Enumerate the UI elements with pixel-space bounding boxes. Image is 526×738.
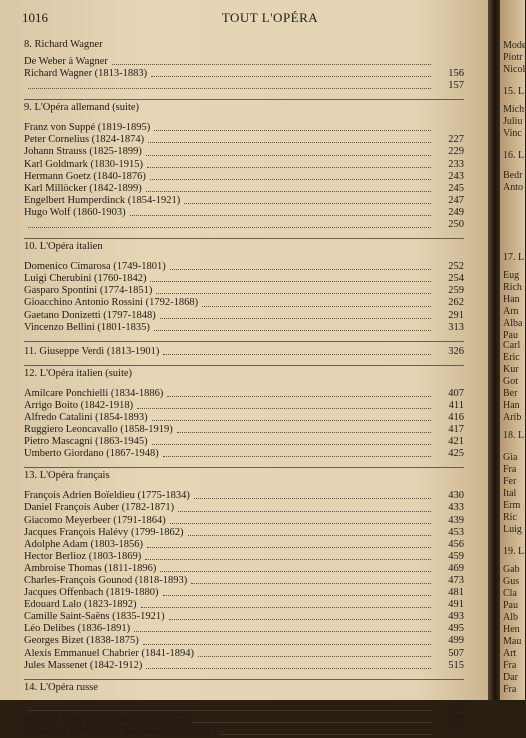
toc-section [24,39,464,92]
right-page-fragment: Pau [503,600,518,611]
right-page-fragment: Vinc [503,128,522,139]
right-page-fragment: Arn [503,306,519,317]
toc-section-title: 13. L'Opéra français [24,470,110,482]
entry-name: Michael Ivanovich Glinka (1804-1857) [24,713,190,725]
dot-leader [170,261,431,270]
toc-entry [24,400,464,412]
page-ref: 491 [448,599,464,611]
page-ref: 515 [448,659,464,671]
dot-leader [146,146,431,155]
entry-name: Georges Bizet (1838-1875) [24,635,139,647]
toc-section-title: 14. L'Opéra russe [24,681,98,693]
toc-entry [24,623,464,635]
entry-name: Alfredo Catalini (1854-1893) [24,411,148,423]
page-number: 1016 [22,10,48,25]
page-ref: 262 [448,297,464,309]
toc-entry [24,412,464,424]
right-page-fragment: Fra [503,684,517,695]
page-ref: 459 [448,550,464,562]
table-of-contents [24,32,464,738]
right-page-fragment: Gab [503,564,520,575]
page-ref: 507 [448,647,464,659]
right-page-fragment: Kur [503,364,519,375]
dot-leader [184,195,431,204]
dot-leader [28,219,431,228]
toc-entry [24,183,464,195]
running-title: TOUT L'OPÉRA [221,10,319,25]
page-ref: 254 [448,273,464,285]
right-page-fragment: Erm [503,500,521,511]
toc-entry [24,527,464,539]
dot-leader [167,388,431,397]
entry-name: Amilcare Ponchielli (1834-1886) [24,387,164,399]
entry-name: Arrigo Boito (1842-1918) [24,399,134,411]
entry-name: Karl Millöcker (1842-1899) [24,182,142,194]
toc-entry [24,310,464,322]
page-ref: 493 [448,611,464,623]
page-ref: 453 [448,526,464,538]
page-ref: 250 [448,219,464,231]
dot-leader [220,726,431,735]
dot-leader [143,635,431,644]
section-divider [24,341,464,342]
right-page-fragment: Dar [503,672,518,683]
toc-section-title: 8. Richard Wagner [24,39,103,50]
dot-leader [169,611,431,620]
entry-name: Giacomo Meyerbeer (1791-1864) [24,514,166,526]
toc-entry [24,714,464,726]
entry-name: Jules Massenet (1842-1912) [24,659,143,671]
right-page-fragment: Ital [503,488,517,499]
page-ref: 526 [448,701,464,713]
page-ref: 416 [448,411,464,423]
right-page-fragment: Rich [503,282,522,293]
entry-name: Engelbert Humperdinck (1854-1921) [24,194,181,206]
dot-leader [163,448,431,457]
page-ref: 259 [448,285,464,297]
right-page-fragment: Fer [503,476,517,487]
right-page-fragment: Art [503,648,517,659]
dot-leader [156,285,431,294]
page-ref: 411 [448,399,464,411]
section-title-text: 11. Giuseppe Verdi (1813-1901) [24,345,160,357]
page-ref: 528 [448,713,464,725]
page-ref: 245 [448,182,464,194]
right-page-fragment: Arib [503,412,522,423]
toc-section [24,467,464,671]
page-ref: 433 [448,502,464,514]
toc-entry [24,159,464,171]
right-page-fragment: Ric [503,512,517,523]
dot-leader [137,400,431,409]
right-page-fragment: Han [503,294,520,305]
entry-name: Hermann Goetz (1840-1876) [24,170,146,182]
toc-entry [24,285,464,297]
entry-name: Daniel François Auber (1782-1871) [24,502,175,514]
entry-name: Gioacchino Antonio Rossini (1792-1868) [24,297,199,309]
dot-leader [152,436,431,445]
entry-name: De Weber à Wagner [24,56,108,67]
entry-name: Umberto Giordano (1867-1948) [24,448,159,460]
page-ref [434,726,464,738]
right-page-fragment: Anto [503,182,523,193]
toc-entry [24,171,464,183]
right-page-fragment: 16. L [503,150,525,161]
right-page-fragment: Pau [503,330,518,341]
dot-leader [160,310,431,319]
entry-name: Vincenzo Bellini (1801-1835) [24,321,150,333]
dot-leader [154,122,431,131]
dot-leader [152,412,431,421]
dot-leader [191,575,431,584]
page-ref: 233 [448,158,464,170]
page-ref: 473 [448,575,464,586]
dot-leader [193,714,431,723]
dot-leader [178,502,431,511]
toc-entry [24,388,464,400]
right-page-fragment: Piotr [503,52,523,63]
toc-entry [24,261,464,273]
right-page-fragment: Eric [503,352,520,363]
toc-entry [24,490,464,502]
right-page-fragment: Nicol [503,64,526,75]
dot-leader [151,68,431,77]
toc-entry [24,273,464,285]
right-page-fragment: Mich [503,104,525,115]
dot-leader [188,527,432,536]
page-ref: 249 [448,206,464,218]
toc-entry [24,68,464,80]
entry-name: Hector Berlioz (1803-1869) [24,550,142,562]
right-page-fragment: Han [503,400,520,411]
right-page-fragment: Mau [503,636,522,647]
toc-entry [24,134,464,146]
page-ref: 417 [448,424,464,436]
right-page-fragment: Cla [503,588,517,599]
right-page-fragment: 17. L [503,252,525,263]
toc-entry [24,219,464,231]
entry-name: Léo Delibes (1836-1891) [24,623,131,635]
page-ref [434,122,464,134]
page-ref: 156 [448,68,464,80]
right-page-fragment: Luig [503,524,522,535]
page-ref: 469 [448,562,464,574]
right-page-fragment: Juliu [503,116,523,127]
toc-entry [24,611,464,623]
entry-name: Aleksandr Porfyrevich Borodine (1834-1887) [24,725,217,737]
page-ref: 157 [448,80,464,92]
entry-name: Camille Saint-Saëns (1835-1921) [24,611,165,623]
toc-section [24,365,464,461]
toc-entry [24,726,464,738]
right-page-fragment: 19. L [503,546,525,557]
page-ref [434,56,464,68]
toc-section-title: 10. L'Opéra italien [24,241,103,253]
toc-entry [24,195,464,207]
dot-leader [28,80,431,89]
section-divider [24,467,464,468]
page-ref: 430 [448,490,464,502]
toc-entry [24,587,464,599]
entry-name: Peter Cornelius (1824-1874) [24,134,145,146]
dot-leader [150,171,431,180]
right-page-fragment: Ber [503,388,518,399]
page-ref: 252 [448,261,464,273]
entry-name: Ambroise Thomas (1811-1896) [24,562,157,574]
entry-name: Edouard Lalo (1823-1892) [24,599,137,611]
toc-entry [24,322,464,334]
section-divider [24,238,464,239]
toc-entry [24,424,464,436]
dot-leader [146,183,431,192]
toc-section-title: 12. L'Opéra italien (suite) [24,367,133,379]
entry-name: Luigi Cherubini (1760-1842) [24,273,147,285]
toc-entry [24,80,464,92]
page-ref: 291 [448,309,464,321]
dot-leader [146,660,431,669]
page-ref: 243 [448,170,464,182]
toc-section [24,679,464,738]
right-page-fragment: Gus [503,576,520,587]
right-page-fragment: Fra [503,464,517,475]
toc-entry [24,146,464,158]
entry-name: Franz von Suppé (1819-1895) [24,122,151,134]
dot-leader [28,702,431,711]
entry-name: Jacques François Halévy (1799-1862) [24,526,184,538]
toc-entry [24,448,464,460]
entry-name: Karl Goldmark (1830-1915) [24,158,143,170]
toc-entry [24,702,464,714]
page-ref: 439 [448,514,464,526]
toc-entry [24,297,464,309]
dot-leader [198,648,431,657]
page-ref: 313 [448,321,464,333]
entry-name: François Adrien Boïeldieu (1775-1834) [24,490,190,502]
dot-leader [147,539,431,548]
section-divider [24,679,464,680]
entry-name: Jacques Offenbach (1819-1880) [24,587,159,599]
section-divider [24,365,464,366]
page-ref: 421 [448,436,464,448]
entry-name: Richard Wagner (1813-1883) [24,68,148,80]
dot-leader [134,623,431,632]
dot-leader [163,587,431,596]
toc-entry [24,502,464,514]
page-ref: 229 [448,146,464,158]
right-page-fragment: 15. L [503,86,525,97]
toc-entry [24,122,464,134]
dot-leader [202,297,431,306]
right-page-fragment: Fra [503,660,517,671]
right-page-fragment: Mode [503,40,526,51]
page-ref: 499 [448,635,464,647]
entry-name: Ruggiero Leoncavallo (1858-1919) [24,424,173,436]
entry-name: Hugo Wolf (1860-1903) [24,206,126,218]
dot-leader [194,490,431,499]
page-ref: 407 [448,387,464,399]
toc-entry [24,648,464,660]
entry-name: Alexis Emmanuel Chabrier (1841-1894) [24,647,194,659]
toc-entry [24,207,464,219]
right-page-fragment: Carl [503,340,521,351]
dot-leader [148,134,431,143]
dot-leader [170,515,431,524]
right-page-fragment: 18. L [503,430,525,441]
page-ref: 425 [448,448,464,460]
entry-name: Charles-François Gounod (1818-1893) [24,575,188,586]
toc-entry [24,551,464,563]
dot-leader [112,56,431,65]
toc-section [24,341,464,358]
page-ref: 481 [448,587,464,599]
page-ref: 247 [448,194,464,206]
toc-entry [24,599,464,611]
toc-section-title: 9. L'Opéra allemand (suite) [24,102,140,114]
toc-entry [24,575,464,587]
entry-name: Pietro Mascagni (1863-1945) [24,436,148,448]
dot-leader [130,207,431,216]
entry-name: Domenico Cimarosa (1749-1801) [24,261,166,273]
toc-entry [24,56,464,68]
dot-leader [177,424,431,433]
page-ref: 456 [448,538,464,550]
toc-section-title [24,346,464,358]
page-ref: 326 [448,345,464,357]
right-page-fragment: Eug [503,270,520,281]
page-ref: 227 [448,134,464,146]
toc-section [24,238,464,334]
page-ref: 495 [448,623,464,635]
book-page-right-edge [500,0,525,700]
right-page-fragment: Alba [503,318,523,329]
dot-leader [163,346,431,355]
entry-name: Johann Strauss (1825-1899) [24,146,142,158]
right-page-fragment: Hen [503,624,520,635]
right-page-fragment: Gia [503,452,518,463]
toc-entry [24,563,464,575]
entry-name: Gaetano Donizetti (1797-1848) [24,309,156,321]
dot-leader [154,322,431,331]
right-page-fragment: Got [503,376,518,387]
toc-entry [24,515,464,527]
toc-entry [24,539,464,551]
section-divider [24,99,464,100]
toc-entry [24,635,464,647]
entry-name: Gasparo Spontini (1774-1851) [24,285,153,297]
dot-leader [160,563,431,572]
entry-name: Adolphe Adam (1803-1856) [24,538,143,550]
toc-entry [24,436,464,448]
toc-entry [24,660,464,672]
right-page-fragment: Alb [503,612,518,623]
right-page-fragment: Bedr [503,170,523,181]
dot-leader [141,599,431,608]
dot-leader [145,551,431,560]
page-header [22,10,478,30]
dot-leader [147,159,431,168]
toc-section [24,99,464,231]
dot-leader [150,273,431,282]
